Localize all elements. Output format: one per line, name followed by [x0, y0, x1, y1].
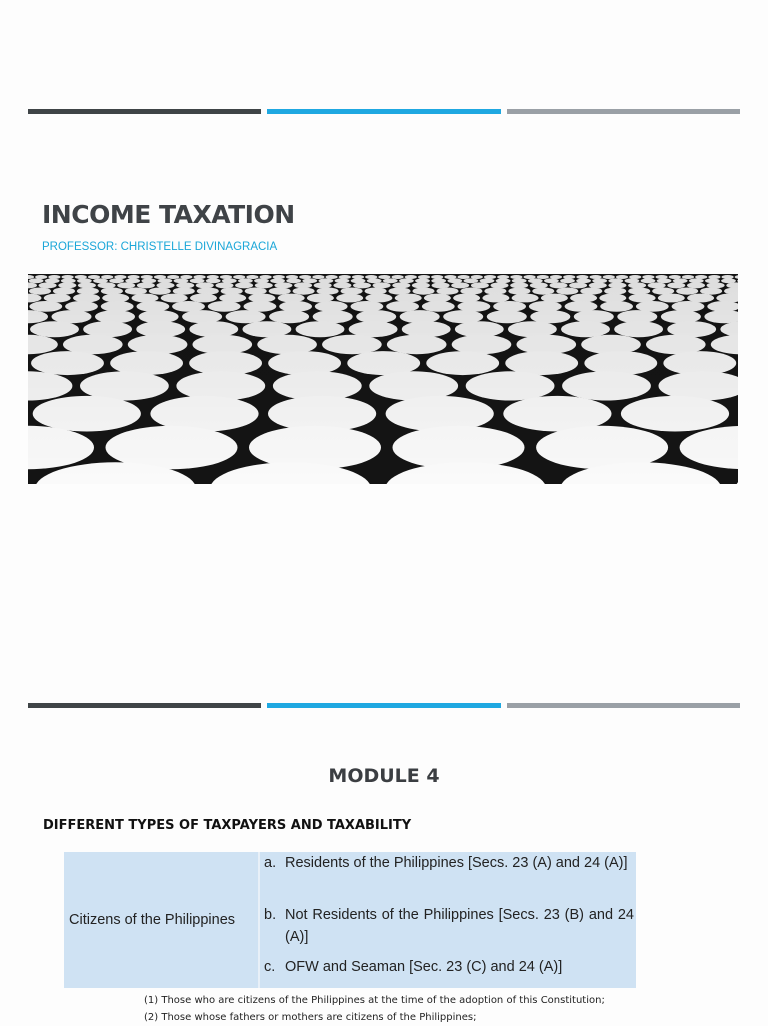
item-text: OFW and Seaman [Sec. 23 (C) and 24 (A)] [285, 956, 634, 978]
slide-subtitle: PROFESSOR: CHRISTELLE DIVINAGRACIA [42, 241, 277, 253]
accent-bar-gray [507, 109, 740, 114]
list-item [264, 852, 634, 874]
item-letter: a. [264, 852, 276, 874]
list-item [264, 956, 634, 978]
item-letter: c. [264, 956, 275, 978]
hero-image [28, 274, 738, 484]
accent-bar-blue-2 [267, 703, 501, 708]
accent-bar-blue [267, 109, 501, 114]
item-letter: b. [264, 904, 276, 926]
module-heading: MODULE 4 [0, 765, 768, 787]
note-line: (2) Those whose fathers or mothers are citizens of the Philippines; [144, 1010, 605, 1026]
note-line: (1) Those who are citizens of the Philippines at the time of the adoption of this Constitution; [144, 993, 605, 1010]
list-item [264, 904, 634, 948]
item-text: Not Residents of the Philippines [Secs. 23 (B) and 24 (A)] [285, 904, 634, 948]
item-text: Residents of the Philippines [Secs. 23 (A) and 24 (A)] [285, 852, 634, 874]
accent-bar-gray-2 [507, 703, 740, 708]
slide-title: INCOME TAXATION [42, 200, 295, 229]
taxpayer-table [64, 852, 636, 988]
constitution-notes [144, 993, 605, 1026]
table-divider [258, 852, 260, 988]
accent-bar-dark [28, 109, 261, 114]
category-cell: Citizens of the Philippines [64, 852, 258, 988]
accent-bar-dark-2 [28, 703, 261, 708]
section-title: DIFFERENT TYPES OF TAXPAYERS AND TAXABILITY [43, 818, 411, 833]
